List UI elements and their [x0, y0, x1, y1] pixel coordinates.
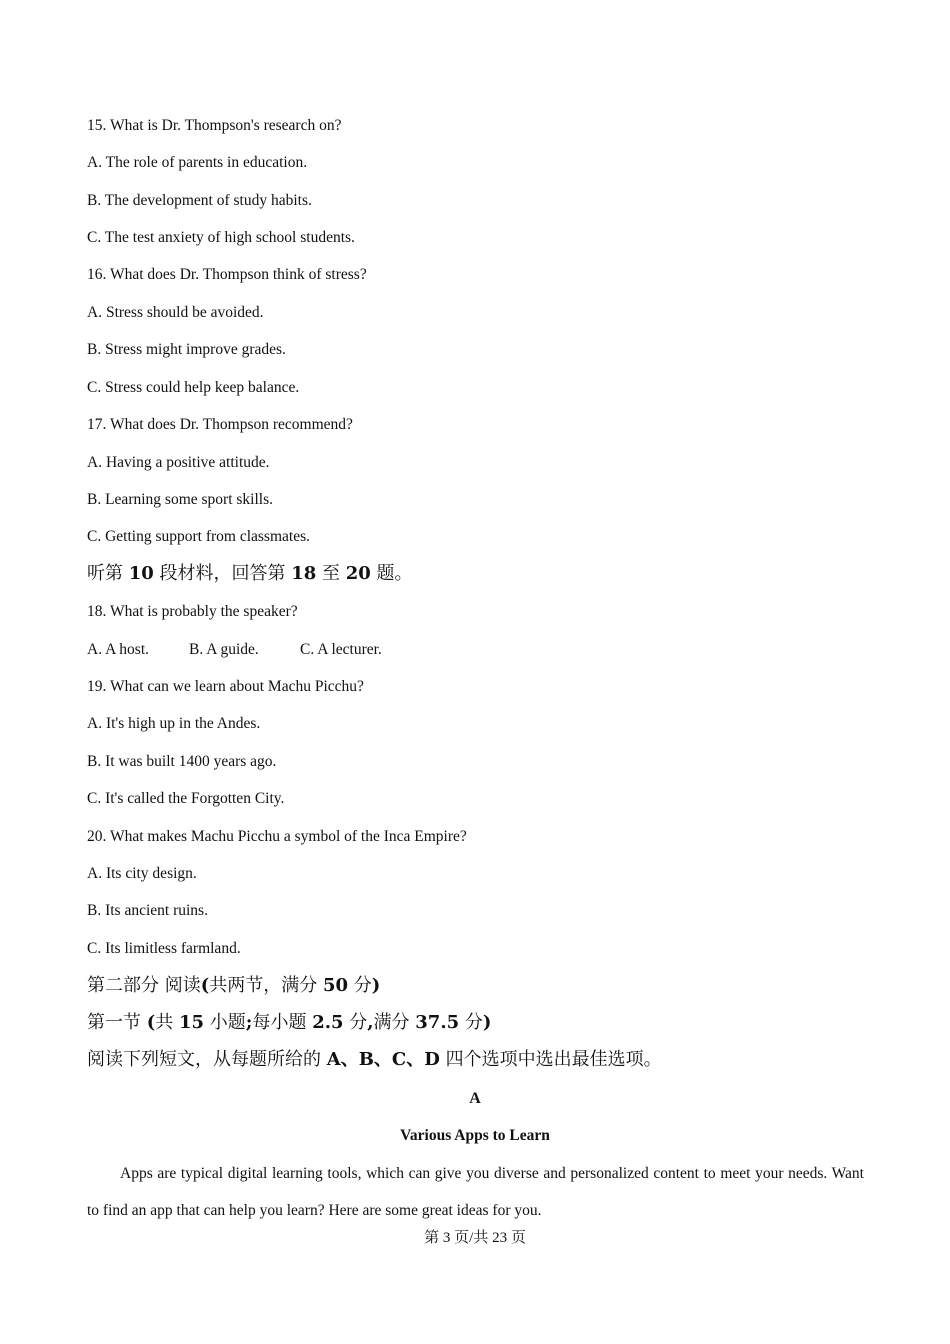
- passage-title: Various Apps to Learn: [400, 1127, 550, 1144]
- material-10-instruction: 听第 10 段材料，回答第 18 至 20 题。: [87, 563, 413, 584]
- option-15c: C. The test anxiety of high school students.: [87, 229, 355, 246]
- question-18: 18. What is probably the speaker?: [87, 603, 298, 620]
- option-17a: A. Having a positive attitude.: [87, 454, 270, 471]
- option-19c: C. It's called the Forgotten City.: [87, 790, 285, 807]
- option-17b: B. Learning some sport skills.: [87, 491, 273, 508]
- option-20c: C. Its limitless farmland.: [87, 940, 241, 957]
- reading-instruction: 阅读下列短文，从每题所给的 A、B、C、D 四个选项中选出最佳选项。: [87, 1049, 662, 1070]
- option-16b: B. Stress might improve grades.: [87, 341, 286, 358]
- option-17c: C. Getting support from classmates.: [87, 528, 310, 545]
- option-20b: B. Its ancient ruins.: [87, 902, 208, 919]
- option-19b: B. It was built 1400 years ago.: [87, 753, 277, 770]
- option-16c: C. Stress could help keep balance.: [87, 379, 300, 396]
- option-18c: C. A lecturer.: [300, 641, 382, 658]
- section-one-heading: 第一节 (共 15 小题;每小题 2.5 分,满分 37.5 分): [87, 1012, 492, 1033]
- option-15b: B. The development of study habits.: [87, 192, 312, 209]
- option-20a: A. Its city design.: [87, 865, 197, 882]
- question-19: 19. What can we learn about Machu Picchu?: [87, 678, 364, 695]
- question-17: 17. What does Dr. Thompson recommend?: [87, 416, 353, 433]
- page-footer: 第 3 页/共 23 页: [424, 1230, 526, 1246]
- question-20: 20. What makes Machu Picchu a symbol of the Inca Empire?: [87, 828, 467, 845]
- part-two-heading: 第二部分 阅读(共两节，满分 50 分): [87, 975, 381, 996]
- option-18b: B. A guide.: [189, 641, 259, 658]
- option-16a: A. Stress should be avoided.: [87, 304, 264, 321]
- option-19a: A. It's high up in the Andes.: [87, 715, 261, 732]
- question-16: 16. What does Dr. Thompson think of stress?: [87, 266, 367, 283]
- option-18a: A. A host.: [87, 641, 150, 658]
- question-15: 15. What is Dr. Thompson's research on?: [87, 117, 342, 134]
- passage-letter: A: [469, 1090, 481, 1107]
- options-18: [87, 640, 382, 660]
- passage-paragraph: Apps are typical digital learning tools, which can give you diverse and personalized content to meet your needs. Want to find an app that can help you learn? Here are some great ideas for you.: [87, 1165, 864, 1219]
- option-15a: A. The role of parents in education.: [87, 154, 308, 171]
